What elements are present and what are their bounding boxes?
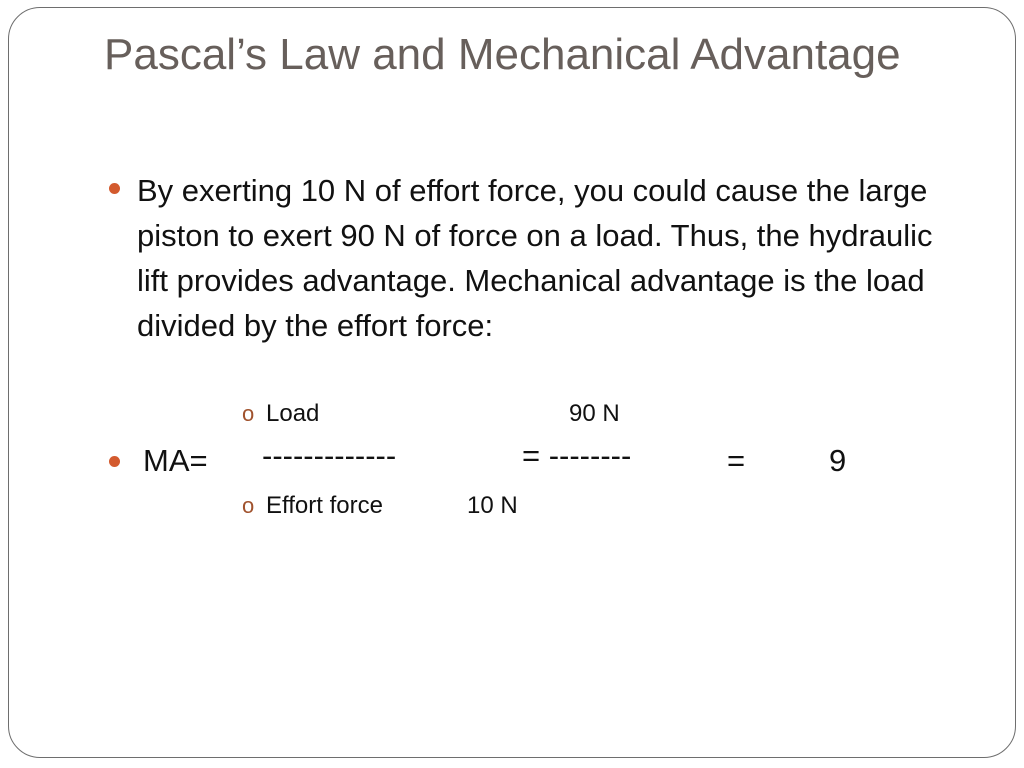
ma-equals-sign: =: [727, 443, 746, 478]
ma-result: 9: [829, 443, 847, 478]
sub-bullet-marker-icon: o: [242, 401, 255, 426]
effort-force-label: Effort force: [266, 492, 383, 519]
slide-frame: [8, 7, 1016, 758]
sub-bullet-marker-icon: o: [242, 493, 255, 518]
effort-force-value: 10 N: [467, 492, 518, 519]
load-label: Load: [266, 400, 320, 427]
bullet-dot-icon: [109, 183, 120, 194]
ma-equals-fraction-line: = --------: [522, 438, 632, 473]
body-paragraph: By exerting 10 N of effort force, you could cause the large piston to exert 90 N of force on a load. Thus, the hydraulic lift provides advantage. Mechanical advantage is the load divided by the effort force:: [137, 173, 933, 343]
load-value: 90 N: [569, 400, 620, 427]
bullet-dot-icon: [109, 456, 120, 467]
ma-label: MA=: [143, 443, 208, 478]
slide-title: Pascal’s Law and Mechanical Advantage: [104, 30, 901, 79]
ma-fraction-line: -------------: [262, 438, 397, 473]
